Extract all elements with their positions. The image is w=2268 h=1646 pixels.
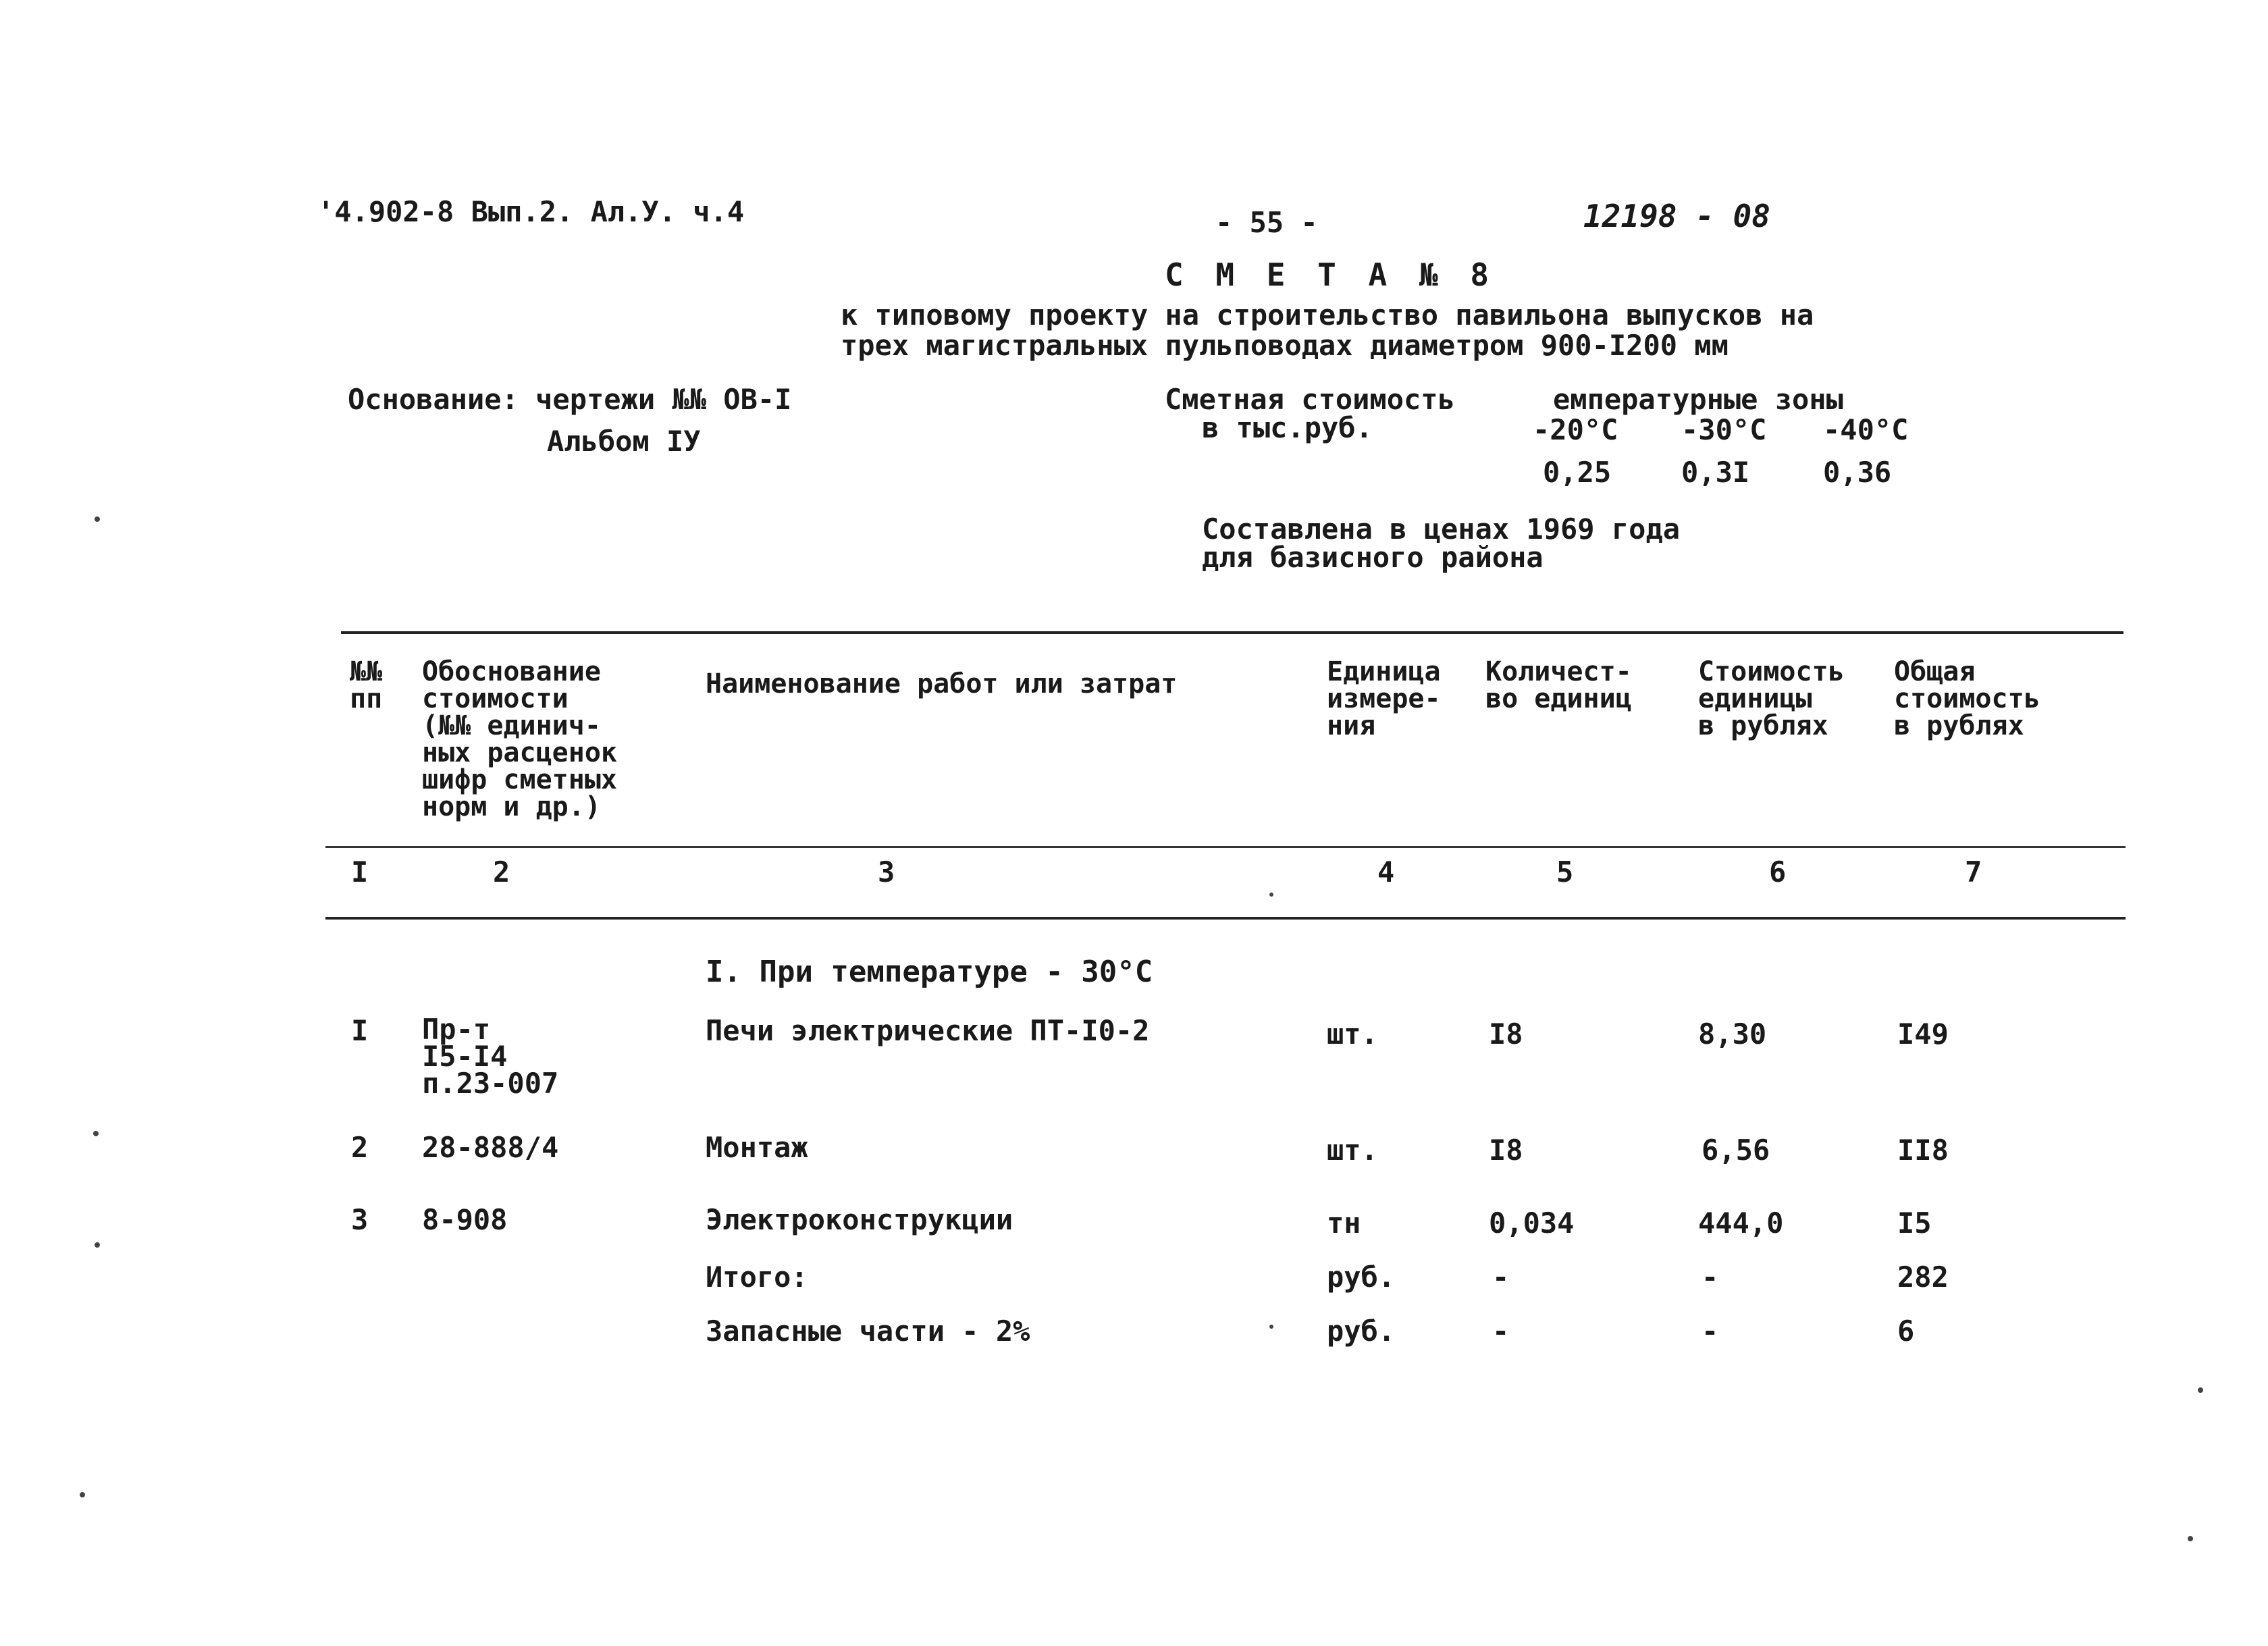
row2-unit-cost: 6,56 — [1702, 1134, 1770, 1167]
col-header-total-cost: Общая стоимость в рублях — [1894, 656, 2040, 741]
archive-number: 12198 - 08 — [1583, 198, 1770, 234]
scan-speck — [2198, 1387, 2203, 1393]
page-number: - 55 - — [1215, 206, 1318, 239]
estimate-cost-label-line2: в тыс.руб. — [1202, 411, 1373, 444]
zone-temp-3: -40°C — [1823, 413, 1909, 446]
zone-temp-1: -20°C — [1533, 413, 1618, 446]
col-header-unit-cost: Стоимость единицы в рублях — [1698, 656, 1845, 741]
scan-speck — [1269, 1325, 1273, 1329]
row3-quantity: 0,034 — [1489, 1206, 1575, 1240]
zone-value-2: 0,3I — [1681, 456, 1750, 489]
col-number-1: I — [351, 855, 369, 888]
subtotal-quantity: - — [1492, 1260, 1510, 1294]
estimate-subtitle-line2: трех магистральных пульповодах диаметром 900-I200 мм — [841, 329, 1729, 362]
scan-speck — [93, 1131, 99, 1136]
subtotal-unit-cost: - — [1702, 1260, 1719, 1294]
subtotal-total: 282 — [1897, 1260, 1949, 1294]
scan-speck — [80, 1492, 85, 1497]
row1-basis: Пр-т I5-I4 п.23-007 — [422, 1013, 559, 1100]
row3-basis: 8-908 — [422, 1203, 508, 1236]
estimate-cost-label-line1: Сметная стоимость — [1165, 383, 1455, 416]
scan-speck — [95, 516, 100, 522]
spare-parts-unit: руб. — [1327, 1315, 1396, 1348]
col-number-7: 7 — [1965, 855, 1982, 888]
row1-total: I49 — [1897, 1017, 1949, 1051]
col-header-number: №№ пп — [350, 656, 383, 714]
zone-value-3: 0,36 — [1823, 456, 1892, 489]
column-number-top-rule — [325, 846, 2126, 848]
row2-name: Монтаж — [706, 1131, 808, 1164]
scan-speck — [1269, 893, 1273, 897]
col-number-3: 3 — [878, 855, 895, 888]
col-header-basis: Обоснование стоимости (№№ единич- ных расценок шифр сметных норм и др.) — [422, 656, 617, 822]
row3-unit-cost: 444,0 — [1698, 1206, 1784, 1240]
row3-number: 3 — [351, 1203, 369, 1236]
scan-speck — [2188, 1536, 2193, 1541]
col-number-2: 2 — [493, 855, 510, 888]
col-number-5: 5 — [1556, 855, 1574, 888]
row1-quantity: I8 — [1489, 1017, 1523, 1051]
row1-unit-cost: 8,30 — [1698, 1017, 1767, 1051]
row2-basis: 28-888/4 — [422, 1131, 559, 1164]
zone-value-1: 0,25 — [1543, 456, 1612, 489]
row2-quantity: I8 — [1489, 1134, 1523, 1167]
col-header-name: Наименование работ или затрат — [706, 668, 1178, 699]
spare-parts-total: 6 — [1897, 1315, 1915, 1348]
col-number-4: 4 — [1377, 855, 1395, 888]
estimate-heading: С М Е Т А № 8 — [1165, 257, 1496, 293]
row3-total: I5 — [1897, 1206, 1932, 1240]
subtotal-unit: руб. — [1327, 1260, 1396, 1294]
spare-parts-name: Запасные части - 2% — [706, 1315, 1030, 1348]
row2-unit: шт. — [1327, 1134, 1378, 1167]
table-top-rule — [341, 631, 2124, 634]
zone-temp-2: -30°C — [1681, 413, 1767, 446]
row1-name: Печи электрические ПТ-I0-2 — [706, 1014, 1150, 1047]
section-title: I. При температуре - 30°C — [706, 955, 1153, 989]
scan-speck — [95, 1242, 100, 1248]
spare-parts-quantity: - — [1492, 1315, 1510, 1348]
compiled-prices-line2: для базисного района — [1202, 541, 1544, 574]
row2-total: II8 — [1897, 1134, 1949, 1167]
subtotal-name: Итого: — [706, 1260, 808, 1294]
basis-drawings: Основание: чертежи №№ ОВ-I — [348, 383, 792, 416]
spare-parts-unit-cost: - — [1702, 1315, 1719, 1348]
document-code: '4.902-8 Вып.2. Ал.У. ч.4 — [317, 195, 745, 228]
row3-unit: тн — [1327, 1206, 1361, 1240]
row1-number: I — [351, 1014, 369, 1047]
estimate-subtitle-line1: к типовому проекту на строительство павильона выпусков на — [841, 298, 1814, 331]
col-number-6: 6 — [1769, 855, 1787, 888]
col-header-quantity: Количест- во единиц — [1485, 656, 1632, 714]
row1-unit: шт. — [1327, 1017, 1378, 1051]
compiled-prices-line1: Составлена в ценах 1969 года — [1202, 512, 1681, 546]
row3-name: Электроконструкции — [706, 1203, 1013, 1236]
row2-number: 2 — [351, 1131, 369, 1164]
temperature-zones-label: емпературные зоны — [1553, 383, 1843, 416]
column-number-bottom-rule — [325, 917, 2126, 920]
basis-album: Альбом IУ — [547, 425, 701, 458]
col-header-unit: Единица измере- ния — [1327, 656, 1441, 741]
